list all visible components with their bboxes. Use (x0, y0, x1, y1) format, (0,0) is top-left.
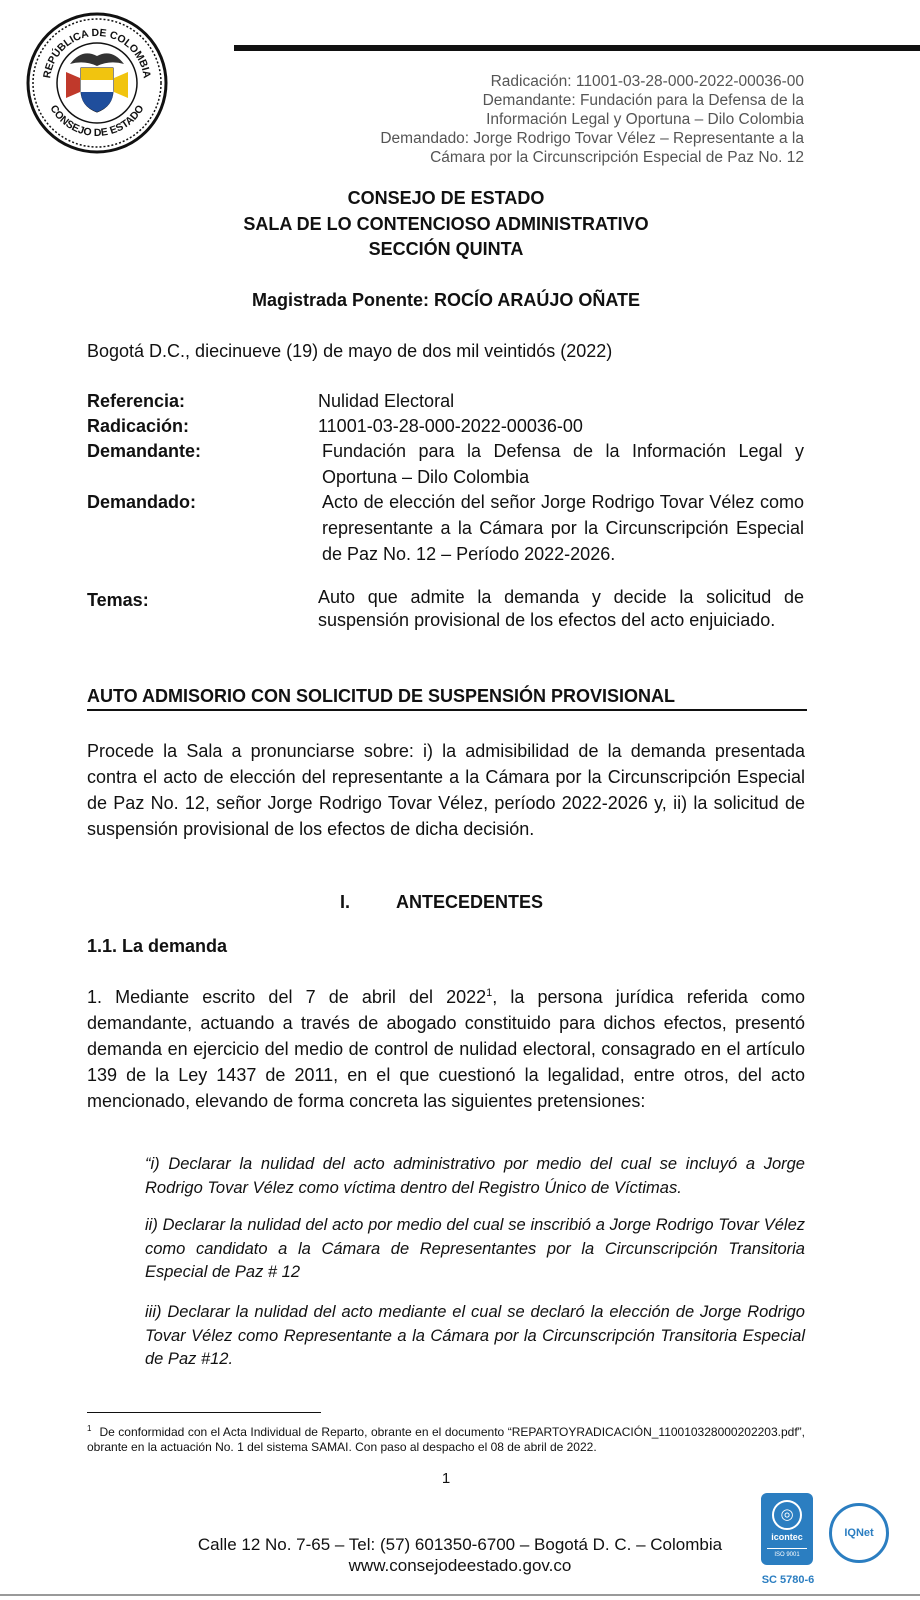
demandado-value: Acto de elección del señor Jorge Rodrigo Tovar Vélez como representante a la Cámara por la Circunscripción Especial de Paz No. 12 – Período 2022-2026. (322, 492, 804, 564)
bottom-rule (0, 1594, 920, 1596)
meta-line: Radicación: 11001-03-28-000-2022-00036-00 (490, 73, 804, 90)
demandante-value: Fundación para la Defensa de la Información Legal y Oportuna – Dilo Colombia (322, 441, 804, 487)
document-heading (86, 186, 806, 263)
heading-line: SECCIÓN QUINTA (368, 239, 524, 259)
temas-label: Temas: (87, 590, 149, 610)
temas-value: Auto que admite la demanda y decide la solicitud de suspensión provisional de los efectos del acto enjuiciado. (318, 587, 804, 630)
subsection-heading: 1.1. La demanda (87, 936, 228, 956)
pretension-quote: “i) Declarar la nulidad del acto administrativo por medio del cual se incluyó a Jorge Rodrigo Tovar Vélez como víctima dentro del Registro Único de Víctimas. (145, 1155, 805, 1197)
demandado-label: Demandado: (87, 492, 197, 512)
meta-line: Cámara por la Circunscripción Especial de Paz No. 12 (430, 149, 804, 166)
section-title: ANTECEDENTES (396, 892, 544, 912)
meta-line: Información Legal y Oportuna – Dilo Colombia (486, 111, 804, 128)
footnote-text: De conformidad con el Acta Individual de Reparto, obrante en el documento “REPARTOYRADICACIÓN_110010328000202203.pdf”, obrante en la actuación No. 1 del sistema SAMAI. Con paso al despacho el 08 de abril de 2022. (87, 1425, 805, 1454)
meta-line: Demandado: Jorge Rodrigo Tovar Vélez – Representante a la (380, 130, 804, 147)
page-footer (120, 1534, 800, 1576)
demandante-label: Demandante: (87, 441, 202, 461)
footnote-rule (87, 1412, 321, 1413)
document-date: Bogotá D.C., diecinueve (19) de mayo de dos mil veintidós (2022) (87, 341, 613, 361)
section-heading (340, 892, 543, 913)
footnote-reference[interactable]: 1 (486, 987, 493, 999)
section-number: I. (340, 892, 351, 912)
icontec-icon: ◎ (772, 1500, 802, 1530)
page-number: 1 (441, 1470, 451, 1487)
auto-title: AUTO ADMISORIO CON SOLICITUD DE SUSPENSIÓN PROVISIONAL (87, 686, 676, 706)
svg-text:CONSEJO DE ESTADO: CONSEJO DE ESTADO (47, 102, 147, 140)
pretension-quote: ii) Declarar la nulidad del acto por medio del cual se inscribió a Jorge Rodrigo Tovar Vélez como candidato a la Cámara de Representantes por la Circunscripción Transitoria Especial de Paz # 12 (145, 1216, 805, 1281)
iqnet-label: IQNet (844, 1527, 874, 1539)
radicacion-label: Radicación: (87, 416, 190, 436)
magistrada-ponente: Magistrada Ponente: ROCÍO ARAÚJO OÑATE (251, 290, 641, 310)
radicacion-value: 11001-03-28-000-2022-00036-00 (318, 416, 583, 436)
paragraph-1-start: 1. Mediante escrito del 7 de abril del 2022 (87, 987, 487, 1007)
certification-code: SC 5780-6 (761, 1574, 815, 1586)
heading-line: CONSEJO DE ESTADO (347, 188, 545, 208)
referencia-label: Referencia: (87, 391, 186, 411)
meta-line: Demandante: Fundación para la Defensa de la (482, 92, 804, 109)
footer-address: Calle 12 No. 7-65 – Tel: (57) 601350-6700 – Bogotá D. C. – Colombia (197, 1535, 723, 1554)
footer-website[interactable]: www.consejodeestado.gov.co (348, 1556, 572, 1575)
footnote (87, 1422, 805, 1454)
intro-paragraph: Procede la Sala a pronunciarse sobre: i) la admisibilidad de la demanda presentada contra el acto de elección del representante a la Cámara por la Circunscripción Especial de Paz No. 12, señor Jorge Rodrigo Tovar Vélez, período 2022-2026 y, ii) la solicitud de suspensión provisional de los efectos de dicha decisión. (87, 741, 805, 839)
icontec-label: icontec (771, 1532, 803, 1542)
case-metadata (284, 72, 804, 167)
paragraph-1-rest: , la persona jurídica referida como demandante, actuando a través de abogado constituido para dichos efectos, presentó demanda en ejercicio del medio de control de nulidad electoral, consagrado en el artículo 139 de la Ley 1437 de 2011, en el que cuestionó la legalidad, entre otros, del acto mencionado, elevando de forma concreta las siguientes pretensiones: (87, 987, 805, 1111)
referencia-value: Nulidad Electoral (318, 391, 455, 411)
auto-title-underline (87, 709, 807, 711)
footnote-mark: 1 (87, 1424, 92, 1433)
svg-text:REPÚBLICA DE COLOMBIA: REPÚBLICA DE COLOMBIA (41, 26, 153, 80)
paragraph-1 (87, 980, 805, 1114)
iqnet-certification-logo (829, 1503, 889, 1563)
icontec-certification-logo (761, 1493, 813, 1565)
consejo-de-estado-seal (26, 12, 168, 154)
heading-line: SALA DE LO CONTENCIOSO ADMINISTRATIVO (243, 213, 649, 234)
iso-label: ISO 9001 (767, 1548, 807, 1558)
pretension-quote: iii) Declarar la nulidad del acto mediante el cual se declaró la elección de Jorge Rodrigo Tovar Vélez como Representante a la Cámara por la Circunscripción Transitoria Especial de Paz #12. (145, 1303, 805, 1368)
header-rule (234, 45, 920, 51)
